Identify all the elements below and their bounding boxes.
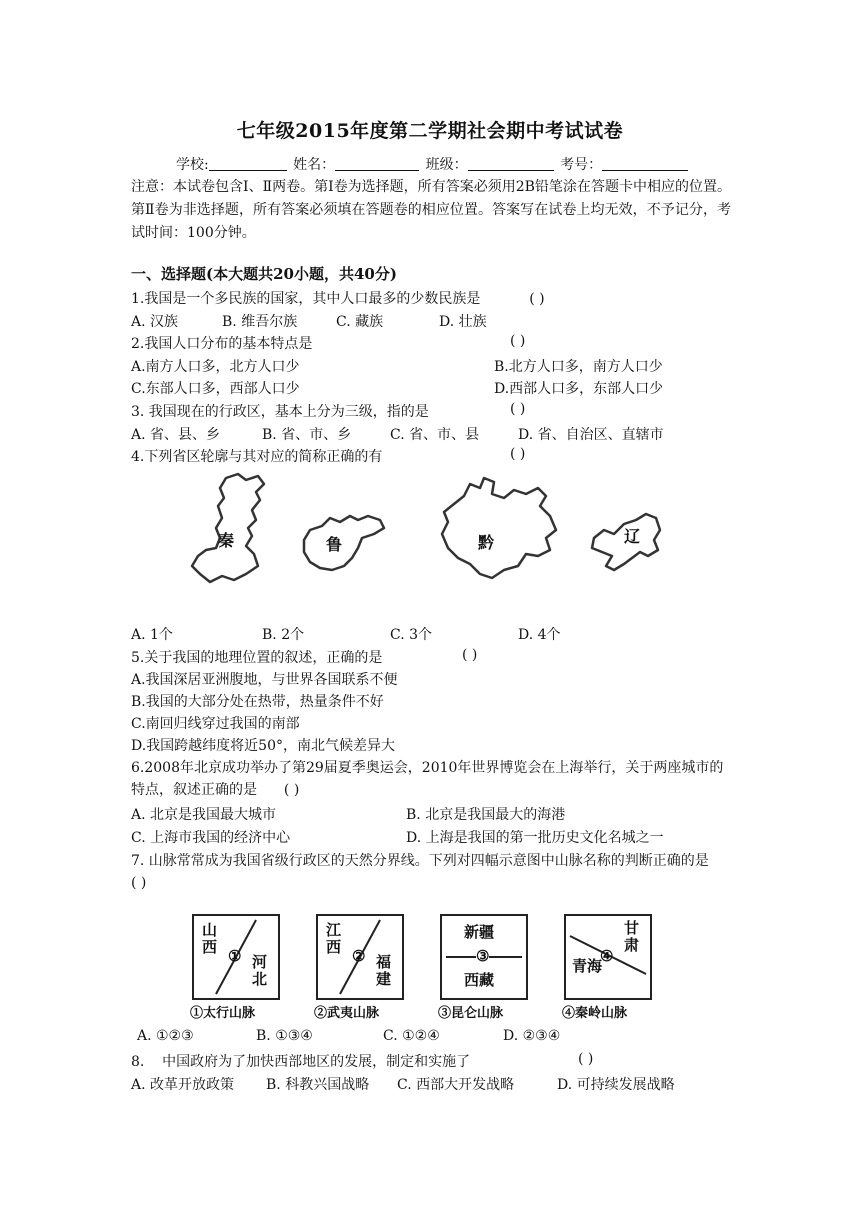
q4-option-c: C. 3个 [390,627,433,643]
answer-paren: ( ) [283,782,300,798]
diagram-right-province: 河北 [252,953,268,988]
answer-paren: ( ) [131,875,147,891]
province-label-lu: 鲁 [326,535,343,554]
diagram-number: ④ [600,947,614,965]
q7-option-a: A. ①②③ [137,1028,194,1044]
question-3 [131,401,429,421]
class-blank [468,156,554,171]
school-label: 学校: [176,157,209,173]
liaoning-outline-map [584,508,664,580]
mountain-diagram-1 [192,914,280,1000]
number-label: 考号： [560,157,603,173]
q7-option-c: C. ①②④ [383,1028,440,1044]
diagram-caption-2: ②武夷山脉 [314,1006,380,1021]
question-8 [131,1051,470,1071]
answer-paren: ( ) [529,291,545,307]
name-label: 姓名： [293,157,336,173]
diagram-caption-3: ③昆仑山脉 [438,1006,504,1021]
q4-option-b: B. 2个 [262,627,305,643]
question-6 [131,757,733,801]
question-4 [131,446,382,466]
q5-option-b: B.我国的大部分处在热带，热量条件不好 [131,694,384,710]
school-blank [209,156,287,171]
answer-paren: ( ) [462,647,478,663]
province-label-liao: 辽 [624,527,641,546]
diagram-top-province: 新疆 [464,923,495,941]
diagram-bottom-province: 西藏 [464,971,495,989]
question-5 [131,647,382,667]
diagram-number: ① [228,947,242,965]
q2-option-c: C.东部人口多，西部人口少 [131,381,300,397]
question-stem: 4.下列省区轮廓与其对应的简称正确的有 [131,449,383,465]
diagram-right-province: 福建 [376,953,392,988]
answer-paren: ( ) [510,401,526,417]
q8-option-b: B. 科教兴国战略 [266,1077,370,1093]
question-stem: 2.我国人口分布的基本特点是 [131,336,313,352]
guizhou-outline-map [434,474,562,586]
diagram-right-province: 甘肃 [624,919,640,954]
diagram-left-province: 山西 [202,921,218,956]
q6-option-d: D. 上海是我国的第一批历史文化名城之一 [406,830,664,846]
mountain-diagram-3 [440,914,528,1000]
q1-option-b: B. 维吾尔族 [222,314,298,330]
shaanxi-outline-map [186,470,272,588]
q4-option-a: A. 1个 [131,627,173,643]
q3-option-a: A. 省、县、乡 [131,427,221,443]
question-1 [131,288,545,308]
exam-notice: 注意：本试卷包含Ⅰ、Ⅱ两卷。第Ⅰ卷为选择题，所有答案必须用2B铅笔涂在答题卡中相应的位置。第Ⅱ卷为非选择题，所有答案必须填在答题卷的相应位置。答案写在试卷上均无效，不予记分，考试时间：100分钟。 [131,179,731,241]
q3-option-c: C. 省、市、县 [390,427,480,443]
question-2 [131,333,312,353]
q1-option-c: C. 藏族 [336,314,384,330]
q7-option-b: B. ①③④ [256,1028,313,1044]
section-heading: 一、选择题(本大题共20小题，共40分) [131,265,397,283]
page-title: 七年级2015年度第二学期社会期中考试试卷 [236,120,624,142]
province-label-qian: 黔 [478,533,495,552]
question-stem: 3. 我国现在的行政区，基本上分为三级，指的是 [131,404,429,420]
question-stem: 7. 山脉常常成为我国省级行政区的天然分界线。下列对四幅示意图中山脉名称的判断正确的是 [131,853,709,869]
q3-option-d: D. 省、自治区、直辖市 [518,427,664,443]
q1-option-a: A. 汉族 [131,314,179,330]
question-stem: 5.关于我国的地理位置的叙述，正确的是 [131,650,383,666]
q6-option-a: A. 北京是我国最大城市 [131,807,277,823]
q8-option-d: D. 可持续发展战略 [557,1077,675,1093]
answer-paren: ( ) [510,333,526,349]
mountain-diagram-4 [564,914,652,1000]
answer-paren: ( ) [510,446,526,462]
q3-option-b: B. 省、市、乡 [262,427,352,443]
q5-option-d: D.我国跨越纬度将近50°，南北气候差异大 [131,738,395,754]
question-stem: 8. 中国政府为了加快西部地区的发展，制定和实施了 [131,1054,471,1070]
diagram-number: ③ [476,947,490,965]
q5-option-a: A.我国深居亚洲腹地，与世界各国联系不便 [131,672,398,688]
q2-option-d: D.西部人口多，东部人口少 [494,381,664,397]
question-stem: 1.我国是一个多民族的国家，其中人口最多的少数民族是 [131,291,481,307]
q6-option-c: C. 上海市我国的经济中心 [131,830,291,846]
q5-option-c: C.南回归线穿过我国的南部 [131,716,300,732]
q2-option-a: A.南方人口多，北方人口少 [131,359,300,375]
q8-option-c: C. 西部大开发战略 [397,1077,515,1093]
number-blank [602,156,688,171]
question-7 [131,850,733,894]
q7-option-d: D. ②③④ [503,1028,561,1044]
answer-paren: ( ) [578,1051,594,1067]
diagram-caption-1: ①太行山脉 [190,1006,256,1021]
province-label-qin: 秦 [218,531,235,550]
question-stem: 6.2008年北京成功举办了第29届夏季奥运会，2010年世界博览会在上海举行，关于两座城市的特点，叙述正确的是 [131,760,724,798]
mountain-diagram-2 [316,914,404,1000]
q4-option-d: D. 4个 [518,627,561,643]
name-blank [335,156,419,171]
q2-option-b: B.北方人口多，南方人口少 [494,359,663,375]
shandong-outline-map [296,510,390,574]
class-label: 班级： [425,157,468,173]
diagram-number: ② [352,947,366,965]
diagram-left-province: 青海 [572,957,603,975]
diagram-caption-4: ④秦岭山脉 [562,1006,628,1021]
q8-option-a: A. 改革开放政策 [131,1077,235,1093]
diagram-left-province: 江西 [326,921,342,956]
student-info-line [176,154,690,174]
q6-option-b: B. 北京是我国最大的海港 [406,807,566,823]
q1-option-d: D. 壮族 [439,314,487,330]
